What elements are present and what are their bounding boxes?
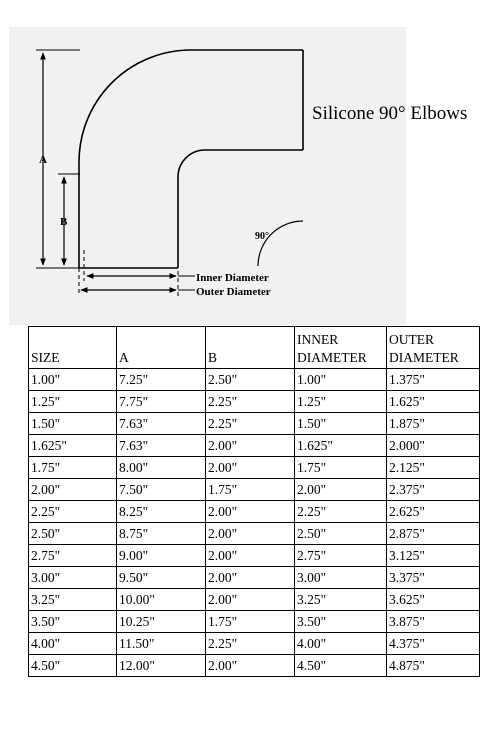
- cell-a: 10.00": [117, 589, 206, 611]
- cell-inner-diameter: 4.50": [295, 655, 387, 677]
- cell-a: 11.50": [117, 633, 206, 655]
- header-size: SIZE: [29, 327, 117, 369]
- cell-size: 2.50": [29, 523, 117, 545]
- cell-inner-diameter: 4.00": [295, 633, 387, 655]
- angle-arc: [258, 221, 303, 266]
- cell-a: 8.75": [117, 523, 206, 545]
- elbow-size-table: [28, 326, 480, 677]
- table-row: [29, 567, 480, 589]
- table-row: [29, 391, 480, 413]
- elbow-inner-wall: [178, 150, 303, 268]
- cell-size: 1.625": [29, 435, 117, 457]
- cell-a: 7.75": [117, 391, 206, 413]
- cell-outer-diameter: 2.125": [387, 457, 480, 479]
- table-header-row: [29, 327, 480, 369]
- cell-inner-diameter: 2.75": [295, 545, 387, 567]
- cell-inner-diameter: 1.75": [295, 457, 387, 479]
- cell-b: 2.00": [206, 435, 295, 457]
- cell-b: 2.00": [206, 457, 295, 479]
- table-row: [29, 413, 480, 435]
- cell-outer-diameter: 1.625": [387, 391, 480, 413]
- cell-a: 12.00": [117, 655, 206, 677]
- cell-b: 2.25": [206, 413, 295, 435]
- header-a: A: [117, 327, 206, 369]
- page-title: Silicone 90° Elbows: [312, 103, 468, 124]
- cell-size: 4.50": [29, 655, 117, 677]
- outer-diameter-label: Outer Diameter: [196, 286, 271, 298]
- cell-size: 3.00": [29, 567, 117, 589]
- cell-outer-diameter: 3.125": [387, 545, 480, 567]
- cell-size: 2.25": [29, 501, 117, 523]
- cell-size: 1.25": [29, 391, 117, 413]
- cell-b: 1.75": [206, 479, 295, 501]
- table-row: [29, 501, 480, 523]
- table-row: [29, 633, 480, 655]
- cell-b: 2.00": [206, 523, 295, 545]
- cell-size: 1.75": [29, 457, 117, 479]
- table-row: [29, 655, 480, 677]
- cell-inner-diameter: 1.25": [295, 391, 387, 413]
- cell-inner-diameter: 2.25": [295, 501, 387, 523]
- cell-outer-diameter: 1.875": [387, 413, 480, 435]
- cell-size: 3.25": [29, 589, 117, 611]
- cell-size: 2.75": [29, 545, 117, 567]
- table-row: [29, 457, 480, 479]
- cell-size: 1.50": [29, 413, 117, 435]
- cell-outer-diameter: 4.375": [387, 633, 480, 655]
- cell-a: 7.63": [117, 435, 206, 457]
- cell-b: 2.00": [206, 655, 295, 677]
- header-outer-diameter: OUTER DIAMETER: [387, 327, 480, 369]
- cell-b: 2.00": [206, 589, 295, 611]
- cell-b: 2.50": [206, 369, 295, 391]
- label-b: B: [60, 216, 68, 228]
- table-body: [29, 369, 480, 677]
- cell-a: 7.63": [117, 413, 206, 435]
- elbow-diagram: [0, 0, 500, 330]
- cell-a: 7.50": [117, 479, 206, 501]
- cell-a: 9.50": [117, 567, 206, 589]
- cell-b: 2.00": [206, 567, 295, 589]
- cell-inner-diameter: 3.50": [295, 611, 387, 633]
- table-row: [29, 369, 480, 391]
- cell-b: 2.00": [206, 545, 295, 567]
- label-a: A: [39, 154, 47, 166]
- cell-b: 2.25": [206, 391, 295, 413]
- angle-label: 90°: [255, 231, 269, 242]
- table-row: [29, 589, 480, 611]
- cell-size: 4.00": [29, 633, 117, 655]
- cell-a: 7.25": [117, 369, 206, 391]
- cell-b: 2.25": [206, 633, 295, 655]
- header-inner-diameter: INNER DIAMETER: [295, 327, 387, 369]
- cell-a: 8.25": [117, 501, 206, 523]
- cell-inner-diameter: 2.00": [295, 479, 387, 501]
- cell-a: 8.00": [117, 457, 206, 479]
- inner-diameter-label: Inner Diameter: [196, 272, 269, 284]
- cell-a: 9.00": [117, 545, 206, 567]
- cell-b: 2.00": [206, 501, 295, 523]
- cell-inner-diameter: 2.50": [295, 523, 387, 545]
- cell-inner-diameter: 1.625": [295, 435, 387, 457]
- cell-size: 1.00": [29, 369, 117, 391]
- cell-outer-diameter: 3.625": [387, 589, 480, 611]
- cell-inner-diameter: 1.00": [295, 369, 387, 391]
- cell-outer-diameter: 1.375": [387, 369, 480, 391]
- table-row: [29, 479, 480, 501]
- cell-a: 10.25": [117, 611, 206, 633]
- cell-outer-diameter: 4.875": [387, 655, 480, 677]
- cell-outer-diameter: 2.625": [387, 501, 480, 523]
- table-row: [29, 545, 480, 567]
- cell-size: 3.50": [29, 611, 117, 633]
- cell-size: 2.00": [29, 479, 117, 501]
- table-row: [29, 611, 480, 633]
- cell-outer-diameter: 3.875": [387, 611, 480, 633]
- cell-outer-diameter: 2.875": [387, 523, 480, 545]
- cell-outer-diameter: 2.000": [387, 435, 480, 457]
- cell-outer-diameter: 3.375": [387, 567, 480, 589]
- table-row: [29, 435, 480, 457]
- cell-inner-diameter: 1.50": [295, 413, 387, 435]
- header-b: B: [206, 327, 295, 369]
- table-row: [29, 523, 480, 545]
- cell-b: 1.75": [206, 611, 295, 633]
- cell-outer-diameter: 2.375": [387, 479, 480, 501]
- cell-inner-diameter: 3.00": [295, 567, 387, 589]
- cell-inner-diameter: 3.25": [295, 589, 387, 611]
